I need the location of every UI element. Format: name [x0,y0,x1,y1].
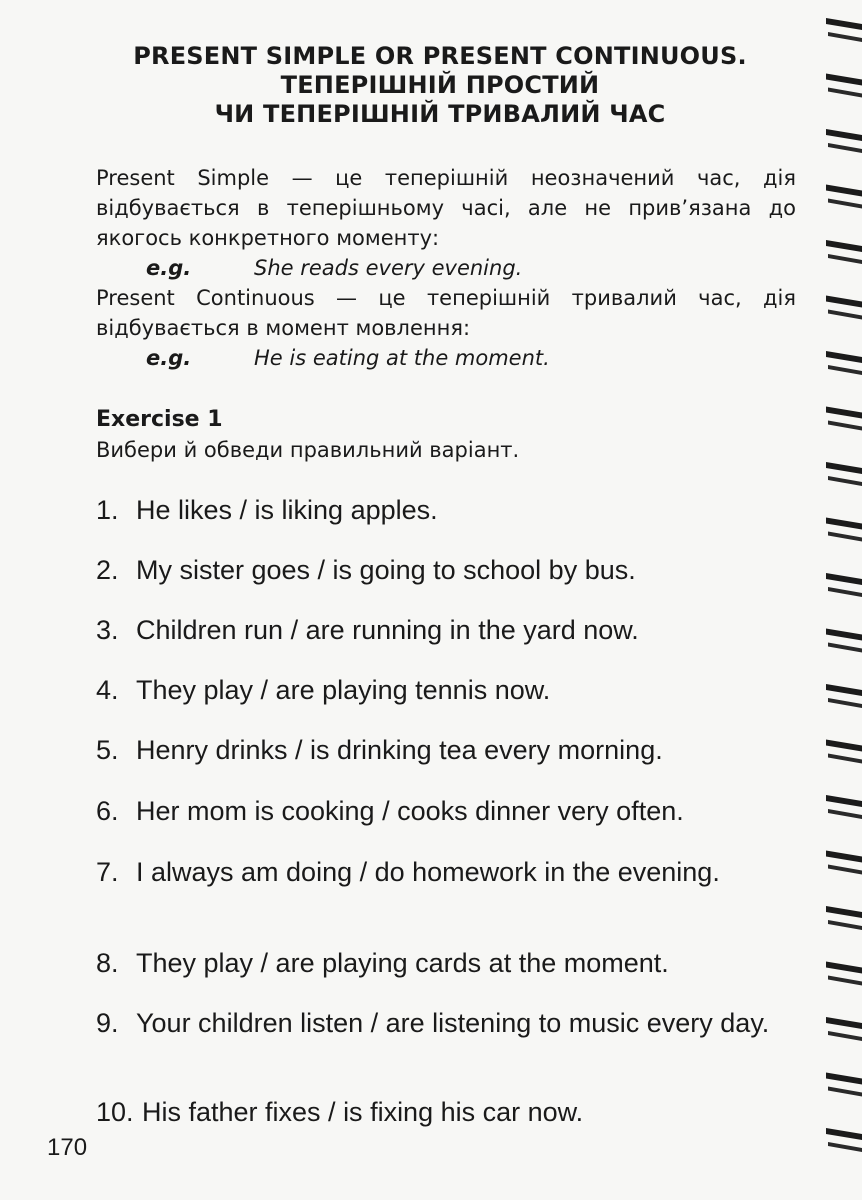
exercise-item [96,495,796,526]
exercise-title: Exercise 1 [96,407,223,432]
spiral-ring [826,407,862,431]
exercise-item [96,1097,796,1128]
item-text: Children run / are running in the yard now. [136,615,639,645]
item-number: 5. [96,735,119,765]
spiral-ring [826,296,862,320]
spiral-ring [826,573,862,597]
spiral-ring [826,906,862,930]
exercise-item [96,948,796,979]
spiral-ring [826,1017,862,1041]
spiral-ring [826,851,862,875]
spiral-ring [826,1128,862,1152]
example-sentence: He is eating at the moment. [254,346,550,370]
exercise-item [96,857,796,888]
exercise-item [96,796,796,827]
item-text: My sister goes / is going to school by bus. [136,555,636,585]
present-continuous-example [96,343,796,373]
item-number: 9. [96,1008,119,1038]
exercise-item [96,555,796,586]
title-line-3: ЧИ ТЕПЕРІШНІЙ ТРИВАЛИЙ ЧАС [214,100,666,128]
spiral-ring [826,74,862,98]
title-line-2: ТЕПЕРІШНІЙ ПРОСТИЙ [280,71,600,99]
item-number: 2. [96,555,119,585]
exercise-item [96,675,796,706]
item-number: 8. [96,948,119,978]
item-text: Her mom is cooking / cooks dinner very often. [136,796,684,826]
spiral-ring [826,518,862,542]
exercise-instruction: Вибери й обведи правильний варіант. [96,438,520,462]
title-line-1: PRESENT SIMPLE OR PRESENT CONTINUOUS. [133,42,747,70]
spiral-ring [826,240,862,264]
item-number: 7. [96,857,119,887]
item-number: 4. [96,675,119,705]
spiral-ring [826,129,862,153]
item-text: They play / are playing cards at the moment. [136,948,669,978]
item-text: His father fixes / is fixing his car now. [142,1097,584,1127]
item-text: He likes / is liking apples. [136,495,438,525]
spiral-ring [826,462,862,486]
example-label: e.g. [146,346,192,370]
spiral-ring [826,684,862,708]
exercise-item [96,615,796,646]
spiral-ring [826,740,862,764]
item-number: 6. [96,796,119,826]
exercise-item [96,735,796,766]
spiral-ring [826,1073,862,1097]
spiral-ring [826,351,862,375]
grammar-explanation [96,163,796,373]
item-number: 3. [96,615,119,645]
item-text: Henry drinks / is drinking tea every morning. [136,735,663,765]
spiral-ring [826,795,862,819]
page-number: 170 [47,1134,88,1161]
exercise-item [96,1008,796,1039]
item-text: I always am doing / do homework in the evening. [136,857,720,887]
spiral-binding [822,0,862,1200]
item-text: They play / are playing tennis now. [136,675,551,705]
example-sentence: She reads every evening. [254,256,523,280]
item-text: Your children listen / are listening to music every day. [136,1008,770,1038]
item-number: 1. [96,495,119,525]
present-continuous-definition: Present Continuous — це теперішній тривалий час, дія відбувається в момент мовлення: [96,286,796,340]
item-number: 10. [96,1097,134,1127]
spiral-ring [826,185,862,209]
example-label: e.g. [146,256,192,280]
present-simple-definition: Present Simple — це теперішній неозначений час, дія відбувається в теперішньому часі, але не прив’язана до якогось конкретного моменту: [96,166,796,250]
spiral-ring [826,962,862,986]
spiral-ring [826,18,862,42]
page-title [60,42,820,129]
spiral-ring [826,629,862,653]
present-simple-example [96,253,796,283]
